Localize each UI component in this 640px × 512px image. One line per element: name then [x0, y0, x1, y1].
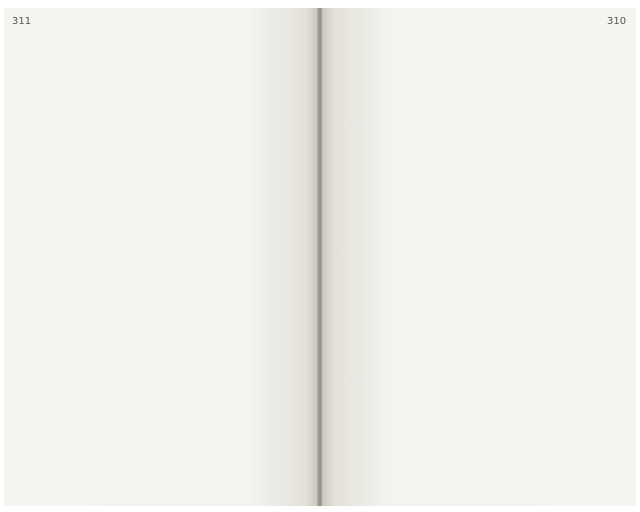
right-page [322, 8, 636, 506]
left-page-number: 311 [12, 16, 32, 27]
right-body-text [338, 42, 618, 492]
book-spread [4, 8, 636, 506]
left-body-text [28, 42, 304, 492]
left-page [4, 8, 318, 506]
right-page-number: 310 [607, 16, 627, 27]
